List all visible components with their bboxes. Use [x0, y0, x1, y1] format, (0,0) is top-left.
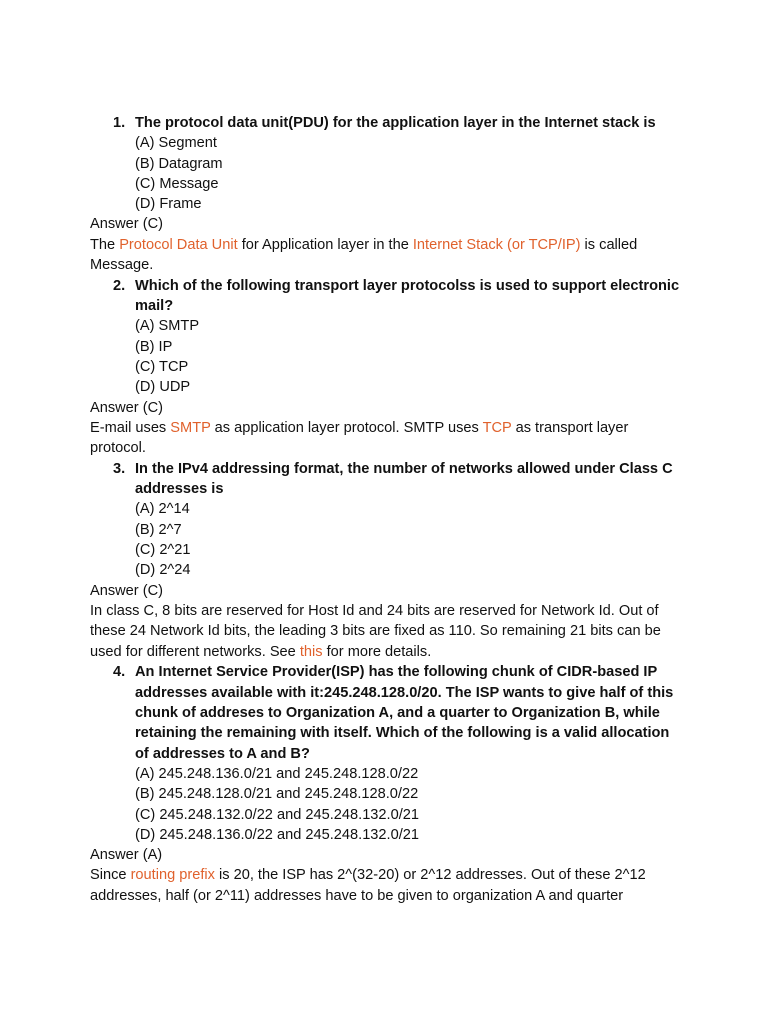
- question-text: The protocol data unit(PDU) for the application layer in the Internet stack is: [135, 115, 656, 131]
- option-d: (D) 2^24: [135, 562, 191, 579]
- option-c: (C) 2^21: [135, 542, 191, 559]
- option-d: (D) 245.248.136.0/22 and 245.248.132.0/21: [135, 826, 420, 843]
- explanation-text: Since: [90, 867, 131, 884]
- option-a: (A) 2^14: [135, 501, 190, 518]
- question-block-4: [90, 662, 680, 906]
- explanation-text: is 20, the ISP has 2^(32-20) or 2^12 addresses. Out of these 2^12 addresses, half (or 2^11) addresses have to be given to organization A and quarter: [90, 867, 646, 904]
- explanation-text: The: [90, 236, 120, 253]
- explanation-text: is called Message.: [90, 236, 638, 274]
- question-block-3: [90, 459, 680, 663]
- options-list: [90, 133, 680, 214]
- explanation-text: E-mail uses: [90, 419, 171, 436]
- option-c: (C) 245.248.132.0/22 and 245.248.132.0/21: [135, 806, 420, 823]
- explanation-text: for Application layer in the: [237, 236, 413, 253]
- internet-stack-link[interactable]: Internet Stack (or TCP/IP): [412, 236, 581, 253]
- question-2: [90, 276, 680, 317]
- smtp-link[interactable]: SMTP: [170, 419, 211, 436]
- option-d: (D) Frame: [135, 196, 202, 213]
- explanation: [90, 235, 680, 276]
- answer: Answer (C): [90, 399, 163, 416]
- protocol-data-unit-link[interactable]: Protocol Data Unit: [119, 236, 238, 253]
- options-list: [90, 764, 680, 845]
- question-block-2: [90, 276, 680, 459]
- option-a: (A) Segment: [135, 135, 217, 152]
- question-text: An Internet Service Provider(ISP) has the following chunk of CIDR-based IP addresses available with it:245.248.128.0/20. The ISP wants to give half of this chunk of addreses to Organization A, and a quarter to Organization B, while retaining the remaining with itself. Which of the following is a valid allocation of addresses to A and B?: [135, 664, 674, 762]
- option-b: (B) Datagram: [135, 155, 223, 172]
- option-c: (C) TCP: [135, 358, 189, 375]
- option-c: (C) Message: [135, 175, 219, 192]
- options-list: [90, 316, 680, 397]
- answer: Answer (A): [90, 847, 163, 864]
- routing-prefix-link[interactable]: routing prefix: [130, 867, 215, 884]
- option-a: (A) SMTP: [135, 318, 200, 335]
- explanation-text: In class C, 8 bits are reserved for Host Id and 24 bits are reserved for Network Id. Out of these 24 Network Id bits, the leading 3 bits are fixed as 110. So remaining 21 bits can be used for different networks. See: [90, 602, 661, 660]
- options-list: [90, 499, 680, 580]
- explanation-text: as application layer protocol. SMTP uses: [210, 419, 483, 436]
- option-b: (B) IP: [135, 338, 173, 355]
- question-number: 1.: [113, 115, 126, 131]
- explanation: [90, 418, 680, 459]
- tcp-link[interactable]: TCP: [482, 419, 512, 436]
- option-d: (D) UDP: [135, 379, 191, 396]
- option-b: (B) 2^7: [135, 521, 182, 538]
- question-text: In the IPv4 addressing format, the number of networks allowed under Class C addresses is: [135, 460, 673, 498]
- option-a: (A) 245.248.136.0/21 and 245.248.128.0/22: [135, 765, 419, 782]
- explanation-text: as transport layer protocol.: [90, 419, 629, 457]
- explanation: [90, 865, 680, 906]
- question-number: 3.: [113, 460, 126, 477]
- question-text: Which of the following transport layer protocolss is used to support electronic mail?: [135, 277, 680, 315]
- explanation-text: for more details.: [322, 643, 432, 660]
- question-1: [90, 113, 680, 133]
- question-4: [90, 662, 680, 763]
- question-number: 2.: [113, 277, 126, 294]
- question-block-1: [90, 113, 680, 276]
- question-3: [90, 459, 680, 500]
- explanation: [90, 601, 680, 663]
- answer: Answer (C): [90, 582, 163, 599]
- answer: Answer (C): [90, 216, 163, 233]
- question-number: 4.: [113, 664, 126, 681]
- option-b: (B) 245.248.128.0/21 and 245.248.128.0/22: [135, 786, 419, 803]
- this-link[interactable]: this: [299, 643, 323, 660]
